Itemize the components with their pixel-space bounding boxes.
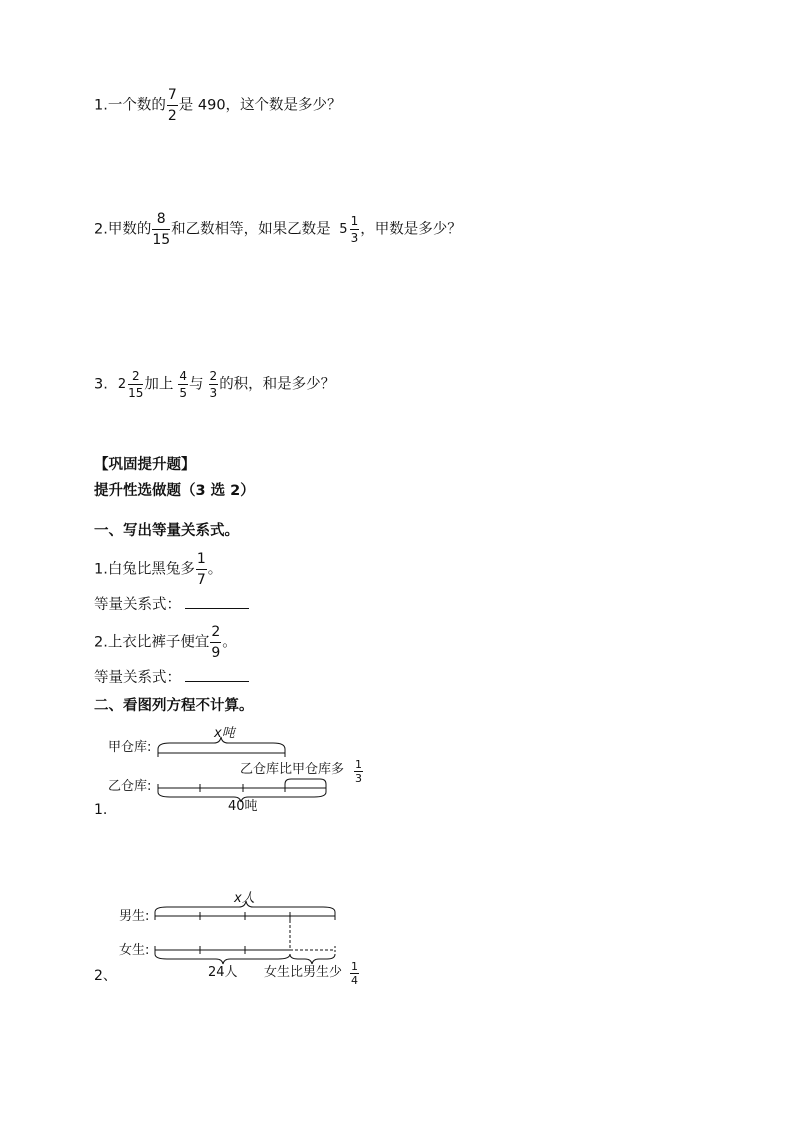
diagram-1-row2-label: 乙仓库: [108, 779, 152, 794]
fraction-numerator: 2 [209, 369, 218, 383]
part-2-heading: 二、看图列方程不计算。 [94, 698, 254, 714]
diagram-1-bottom-brace [158, 792, 326, 802]
question-2-suffix: ，甲数是多少？ [360, 221, 462, 238]
diagram-2-row2-label: 女生: [119, 943, 150, 958]
fraction-2-9 [210, 625, 221, 660]
fraction-denominator: 15 [152, 232, 171, 248]
question-3-text1: 加上 [144, 376, 174, 393]
diagram-2-number: 2、 [94, 968, 117, 984]
question-3-suffix: 的积，和是多少？ [219, 376, 336, 393]
fraction-denominator: 4 [351, 974, 358, 987]
item-1-text: 1.白兔比黑兔多 [94, 561, 195, 578]
fraction-denominator: 15 [128, 386, 144, 400]
item-1-suffix: 。 [207, 561, 223, 578]
diagram-1-annotation: 乙仓库比甲仓库多 [240, 762, 345, 777]
fraction-1-7 [196, 552, 207, 587]
fraction-denominator: 9 [211, 645, 221, 661]
diagram-2-bottom-brace [155, 954, 290, 964]
section-subtitle: 提升性选做题（3 选 2） [94, 483, 255, 499]
diagram-2-row1-label: 男生: [119, 909, 150, 924]
diagram-2-annotation: 女生比男生少 [264, 965, 343, 980]
fraction-denominator: 2 [167, 108, 177, 124]
question-2-prefix: 2.甲数的 [94, 221, 152, 238]
diagram-1-extra-brace [285, 779, 326, 784]
question-1-prefix: 1.一个数的 [94, 97, 166, 114]
fraction-denominator: 7 [196, 572, 206, 588]
item-2-suffix: 。 [222, 634, 237, 651]
fraction-2-15 [128, 370, 143, 399]
diagram-1-row1-label: 甲仓库: [108, 740, 152, 755]
diagram-2-difference-brace [290, 954, 335, 964]
part-1-item-1 [94, 552, 222, 587]
fraction-numerator: 8 [152, 212, 170, 230]
relation-line-1 [94, 594, 249, 615]
fraction-numerator: 2 [210, 625, 221, 643]
question-3-text2: 与 [189, 376, 204, 393]
diagram-2-top-brace [155, 901, 335, 912]
fraction-numerator: 7 [167, 88, 178, 106]
answer-blank-1[interactable] [185, 594, 249, 609]
mixed-whole: 5 [339, 221, 348, 237]
question-3-prefix: 3. [94, 376, 108, 393]
fraction-numerator: 1 [351, 960, 358, 973]
fraction-denominator: 3 [209, 386, 218, 400]
answer-blank-2[interactable] [185, 667, 249, 682]
question-2-middle: 和乙数相等，如果乙数是 [171, 221, 331, 238]
part-1-item-2 [94, 625, 237, 660]
question-2 [94, 212, 462, 247]
fraction-1-3 [350, 215, 360, 244]
fraction-numerator: 1 [196, 552, 207, 570]
fraction-8-15 [152, 212, 170, 247]
diagram-1-top-label: x吨 [214, 726, 235, 741]
diagram-2-top-label: x人 [234, 891, 255, 906]
fraction-numerator: 1 [355, 758, 362, 771]
question-3 [94, 370, 335, 399]
fraction-denominator: 3 [355, 772, 362, 785]
relation-line-2 [94, 667, 249, 688]
diagram-1-number: 1. [94, 802, 108, 818]
diagram-1-top-brace [158, 737, 285, 749]
section-title: 【巩固提升题】 [94, 457, 196, 473]
fraction-7-2 [167, 88, 178, 123]
part-1-heading: 一、写出等量关系式。 [94, 523, 239, 539]
fraction-denominator: 3 [350, 231, 359, 245]
fraction-2-3 [209, 370, 219, 399]
fraction-numerator: 4 [179, 369, 188, 383]
diagram-1-drawing [150, 735, 410, 805]
fraction-numerator: 2 [128, 370, 143, 385]
question-1 [94, 88, 342, 123]
fraction-4-5 [178, 370, 188, 399]
diagram-1-bottom-label: 40吨 [228, 799, 258, 814]
relation-label: 等量关系式： [94, 670, 181, 686]
question-1-suffix: 是 490，这个数是多少？ [178, 97, 342, 114]
diagram-2-drawing [150, 898, 380, 978]
item-2-text: 2.上衣比裤子便宜 [94, 634, 210, 651]
fraction-denominator: 5 [179, 386, 188, 400]
relation-label: 等量关系式： [94, 597, 181, 613]
mixed-whole: 2 [117, 376, 127, 392]
fraction-numerator: 1 [350, 214, 359, 228]
diagram-2-bottom-label: 24人 [208, 965, 238, 980]
